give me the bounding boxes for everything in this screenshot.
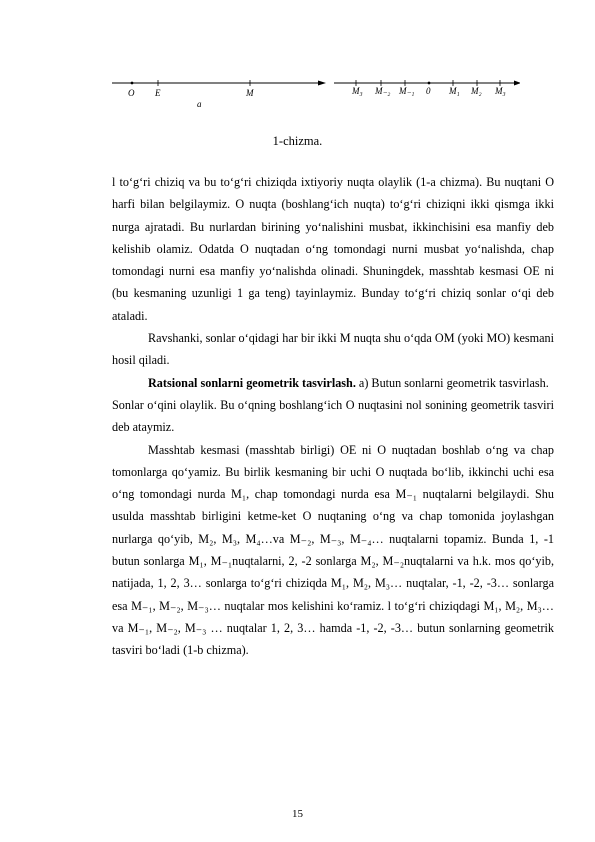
figure-caption: 1-chizma. (272, 134, 323, 148)
point-zero (428, 82, 431, 85)
body-text (112, 171, 554, 662)
label-m-neg3: M₃ (352, 86, 363, 96)
number-line-figure (100, 72, 520, 112)
label-zero: 0 (426, 86, 431, 96)
label-m1: M₁ (449, 86, 460, 96)
point-o (131, 82, 134, 85)
label-m2: M₂ (471, 86, 482, 96)
section-heading: Ratsional sonlarni geometrik tasvirlash. (148, 375, 356, 390)
paragraph-2: Ravshanki, sonlar o‘qidagi har bir ikki M nuqta shu o‘qda OM (yoki MO) kesmani hosil qiladi. (112, 331, 554, 368)
paragraph-4: Sonlar o‘qini olaylik. Bu o‘qning boshlang‘ich O nuqtasini nol sonining geometrik tasviri deb ataymiz. (112, 397, 554, 435)
section-subheading: a) Butun sonlarni geometrik tasvirlash. (358, 375, 549, 390)
label-e: E (155, 88, 161, 98)
label-m3: M₃ (495, 86, 506, 96)
arrow-icon (318, 81, 326, 86)
paragraph-3 (112, 372, 554, 394)
label-o: O (128, 88, 135, 98)
arrow-icon (514, 81, 520, 86)
label-m: M (246, 88, 254, 98)
paragraph-1: l to‘g‘ri chiziq va bu to‘g‘ri chiziqda ixtiyoriy nuqta olaylik (1-a chizma). Bu nuqtani O harfi bilan belgilaymiz. O nuqta (boshlang‘ich nuqta) to‘g‘ri chiziqni ikki qismga ikki nurga ajratadi. Bu nurlardan birining yo‘nalishini musbat, ikkinchisini esa manfiy deb kelishib olamiz. Odatda O nuqtadan o‘ng tomondagi nurni musbat yo‘nalishda, chap tomondagi nurni esa manfiy yo‘nalishda olinadi. Shuningdek, masshtab kesmasi OE ni (bu kesmaning uzunligi 1 ga teng) tayinlaymiz. Bunday to‘g‘ri chiziq sonlar o‘qi deb ataladi. (112, 175, 554, 323)
paragraph-5: Masshtab kesmasi (masshtab birligi) OE ni O nuqtadan boshlab o‘ng va chap tomonlarga qo‘yamiz. Bu birlik kesmaning bir uchi O nuqtada bo‘lib, ikkinchi uchi esa o‘ng tomondagi nurda M₁, chap tomondagi nurda esa M₋₁ nuqtalarni belgilaydi. Shu usulda masshtab birligini ketme-ket O nuqtaning o‘ng va chap tomonida joylashgan nurlarga qo‘yib, M₂, M₃, M₄…va M₋₂, M₋₃, M₋₄… nuqtalarni topamiz. Bunda 1, -1 butun sonlarga M₁, M₋₁nuqtalarni, 2, -2 sonlarga M₂, M₋₂nuqtalarni va h.k. mos qo‘yib, natijada, 1, 2, 3… sonlarga to‘g‘ri chiziqda M₁, M₂, M₃… nuqtalar, -1, -2, -3… sonlarga esa M₋₁, M₋₂, M₋₃… nuqtalar mos kelishini ko‘ramiz. l to‘g‘ri chiziqdagi M₁, M₂, M₃… va M₋₁, M₋₂, M₋₃ … nuqtalar 1, 2, 3… hamda -1, -2, -3… butun sonlarning geometrik tasviri bo‘ladi (1-b chizma). (112, 442, 554, 658)
label-m-neg2: M₋₂ (375, 86, 391, 96)
label-m-neg1: M₋₁ (399, 86, 415, 96)
label-a: a (197, 99, 202, 109)
page-number: 15 (292, 808, 303, 820)
